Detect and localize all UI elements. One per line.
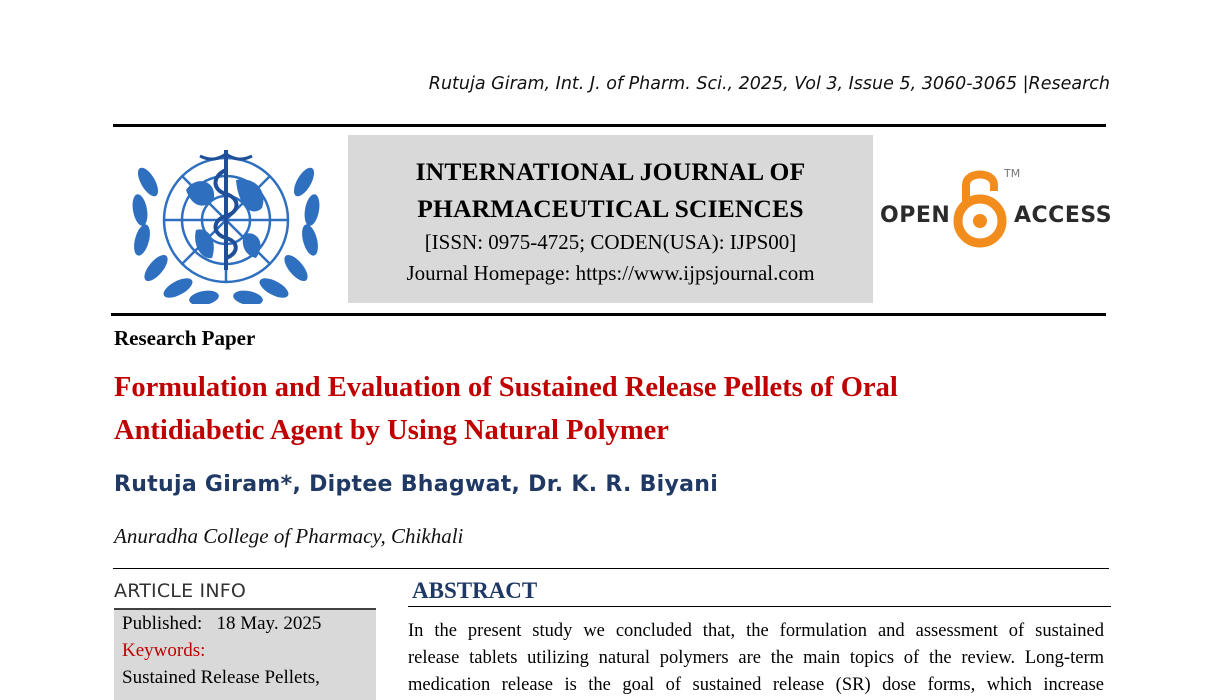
un-emblem-caduceus-icon: [128, 138, 324, 304]
top-rule: [113, 124, 1106, 127]
masthead-bottom-rule: [111, 313, 1106, 316]
open-access-lock-icon: [952, 165, 1012, 251]
published-row: [114, 610, 376, 637]
abstract-line2: release tablets utilizing natural polymers are the main topics of the review. Long-term: [408, 648, 1104, 668]
abstract-heading: ABSTRACT: [412, 578, 538, 603]
article-title-line2: Antidiabetic Agent by Using Natural Polymer: [114, 415, 669, 446]
journal-title-line1: INTERNATIONAL JOURNAL OF: [415, 157, 806, 186]
article-title-line1: Formulation and Evaluation of Sustained Release Pellets of Oral: [114, 372, 898, 403]
article-affiliation: Anuradha College of Pharmacy, Chikhali: [114, 524, 464, 548]
article-info-heading: ARTICLE INFO: [114, 580, 247, 602]
article-info-box: [114, 608, 376, 700]
journal-title-line2: PHARMACEUTICAL SCIENCES: [417, 194, 804, 223]
abstract-rule: [408, 606, 1111, 607]
keywords-value: Sustained Release Pellets,: [122, 667, 320, 688]
open-access-access-label: ACCESS: [1014, 203, 1113, 228]
journal-homepage[interactable]: Journal Homepage: https://www.ijpsjournal.com: [406, 261, 815, 285]
abstract-line3: medication release is the goal of sustained release (SR) dose forms, which increase: [408, 675, 1104, 695]
keywords-label: Keywords:: [122, 640, 206, 661]
journal-title: [348, 153, 873, 227]
journal-issn: [ISSN: 0975-4725; CODEN(USA): IJPS00]: [424, 230, 797, 254]
published-date: 18 May. 2025: [216, 613, 322, 634]
article-title: [114, 366, 1114, 452]
open-access-logo: [880, 165, 1113, 255]
abstract-text: [408, 618, 1104, 699]
article-authors: Rutuja Giram*, Diptee Bhagwat, Dr. K. R. Biyani: [114, 472, 719, 497]
published-label: Published:: [122, 613, 203, 634]
citation-header: Rutuja Giram, Int. J. of Pharm. Sci., 2025, Vol 3, Issue 5, 3060-3065 |Research: [428, 74, 1110, 94]
abstract-line1: In the present study we concluded that, the formulation and assessment of sustained: [408, 621, 1104, 641]
article-type: Research Paper: [114, 326, 256, 350]
open-access-open-label: OPEN: [880, 203, 951, 228]
journal-masthead: [348, 135, 873, 303]
section-divider: [113, 568, 1109, 569]
trademark-label: TM: [1004, 167, 1021, 180]
